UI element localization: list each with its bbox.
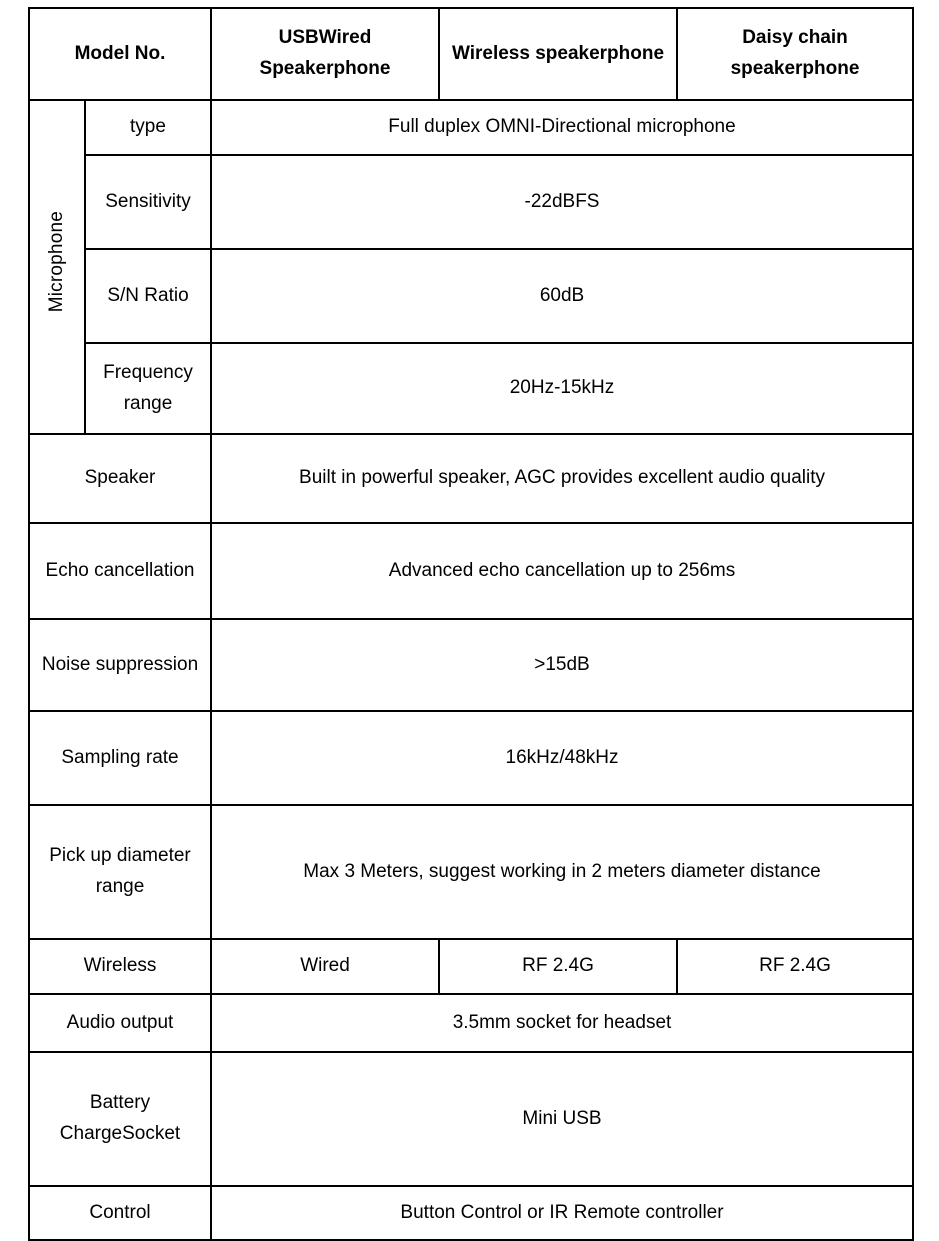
row-value-sensitivity: -22dBFS [211,155,913,249]
table-row-microphone-sn-ratio [29,249,913,343]
table-header-row [29,8,913,100]
group-label-microphone-text: Microphone [45,210,67,313]
row-label-speaker: Speaker [29,434,211,523]
row-label-wireless: Wireless [29,939,211,994]
row-label-control: Control [29,1186,211,1240]
row-value-control: Button Control or IR Remote controller [211,1186,913,1240]
row-value-sampling-rate: 16kHz/48kHz [211,711,913,805]
row-value-battery-charge-socket: Mini USB [211,1052,913,1186]
row-value-audio-output: 3.5mm socket for headset [211,994,913,1052]
header-model-no: Model No. [29,8,211,100]
table-row-wireless [29,939,913,994]
table-row-microphone-frequency-range [29,343,913,434]
row-label-sensitivity: Sensitivity [85,155,211,249]
row-label-sampling-rate: Sampling rate [29,711,211,805]
row-value-echo-cancellation: Advanced echo cancellation up to 256ms [211,523,913,619]
header-daisy-chain-speakerphone: Daisy chain speakerphone [677,8,913,100]
row-value-wireless-usb: Wired [211,939,439,994]
table-row-audio-output [29,994,913,1052]
specifications-table [28,7,914,1241]
table-row-battery-charge-socket [29,1052,913,1186]
row-label-frequency-range: Frequency range [85,343,211,434]
table-row-microphone-type [29,100,913,155]
row-value-pickup-diameter-range: Max 3 Meters, suggest working in 2 meters diameter distance [211,805,913,939]
row-value-wireless-daisy: RF 2.4G [677,939,913,994]
row-value-noise-suppression: >15dB [211,619,913,711]
table-row-microphone-sensitivity [29,155,913,249]
table-row-noise-suppression [29,619,913,711]
row-value-speaker: Built in powerful speaker, AGC provides excellent audio quality [211,434,913,523]
table-row-pickup-diameter-range [29,805,913,939]
table-row-sampling-rate [29,711,913,805]
row-label-pickup-diameter-range: Pick up diameter range [29,805,211,939]
table-row-speaker [29,434,913,523]
row-label-audio-output: Audio output [29,994,211,1052]
row-value-wireless-rf: RF 2.4G [439,939,677,994]
row-label-echo-cancellation: Echo cancellation [29,523,211,619]
header-usb-wired-speakerphone: USBWired Speakerphone [211,8,439,100]
table-row-echo-cancellation [29,523,913,619]
table-row-control [29,1186,913,1240]
group-label-microphone [29,100,85,434]
row-label-type: type [85,100,211,155]
row-value-frequency-range: 20Hz-15kHz [211,343,913,434]
row-label-battery-charge-socket: Battery ChargeSocket [29,1052,211,1186]
row-label-sn-ratio: S/N Ratio [85,249,211,343]
row-label-noise-suppression: Noise suppression [29,619,211,711]
row-value-type: Full duplex OMNI-Directional microphone [211,100,913,155]
header-wireless-speakerphone: Wireless speakerphone [439,8,677,100]
row-value-sn-ratio: 60dB [211,249,913,343]
